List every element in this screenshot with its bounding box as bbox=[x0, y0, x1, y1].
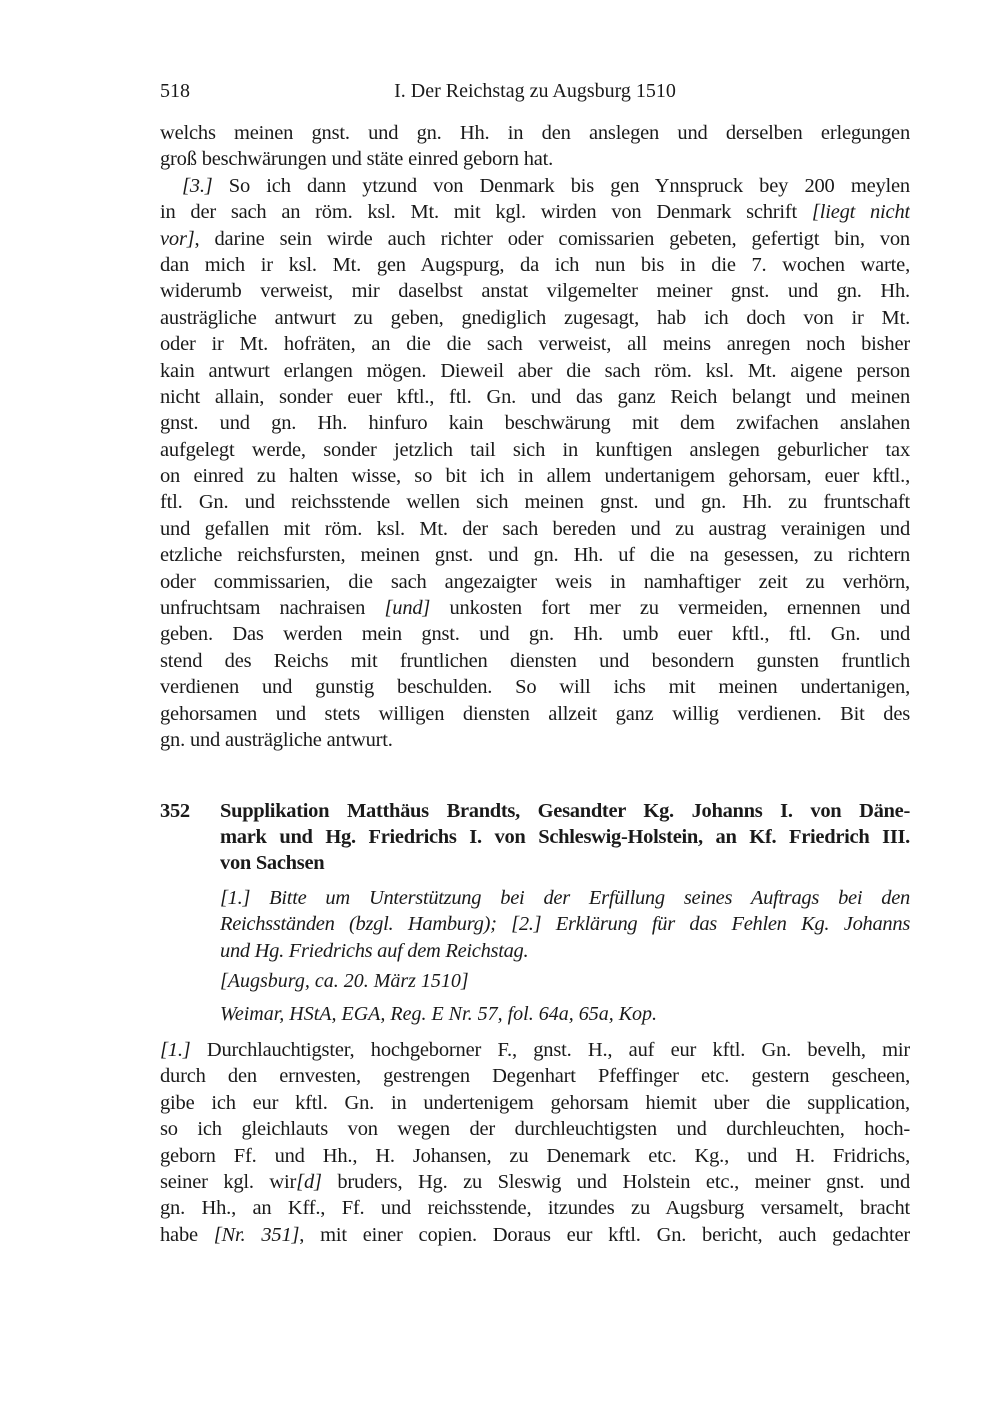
editorial-note: [Nr. 351] bbox=[213, 1223, 300, 1246]
title-line: Supplikation Matthäus Brandts, Gesandter Kg. Johanns I. von Däne- bbox=[220, 800, 910, 822]
text-segment: nicht allain, sonder euer kftl., ftl. Gn. und das ganz Reich belangt und meinen bbox=[160, 385, 910, 408]
text-segment: seiner kgl. wir bbox=[160, 1170, 297, 1193]
text-segment: dan mich ir ksl. Mt. gen Augspurg, da ich nun bis in die 7. wochen warte, bbox=[160, 253, 910, 276]
text-line bbox=[160, 278, 910, 304]
text-line bbox=[160, 701, 910, 727]
text-line bbox=[160, 1037, 910, 1063]
document-number: 352 bbox=[160, 800, 190, 822]
text-segment: unkosten fort mer zu vermeiden, ernennen und bbox=[430, 597, 910, 620]
text-segment: on einred zu halten wisse, so bit ich in allem undertanigem gehorsam, euer kftl., bbox=[160, 465, 910, 488]
text-segment: unfruchtsam nachraisen bbox=[160, 597, 385, 620]
text-segment: geborn Ff. und Hh., H. Johansen, zu Denemark etc. Kg., und H. Fridrichs, bbox=[160, 1144, 910, 1167]
title-line: von Sachsen bbox=[220, 852, 325, 874]
text-line bbox=[160, 305, 910, 331]
text-line bbox=[160, 226, 910, 252]
running-title: I. Der Reichstag zu Augsburg 1510 bbox=[394, 80, 676, 102]
text-line bbox=[160, 648, 910, 674]
document-title bbox=[220, 798, 910, 876]
text-line bbox=[160, 1222, 910, 1248]
text-segment: stend des Reichs mit fruntlichen diensten und besondern gunsten fruntlich bbox=[160, 649, 910, 672]
regest-line: [1.] Bitte um Unterstützung bei der Erfüllung seines Auftrags bei den bbox=[220, 887, 910, 909]
text-line bbox=[160, 331, 910, 357]
text-segment: , darine sein wirde auch richter oder comissarien gebeten, gefertigt bin, von bbox=[194, 227, 910, 250]
text-line bbox=[160, 120, 910, 146]
title-line: mark und Hg. Friedrichs I. von Schleswig-Holstein, an Kf. Friedrich III. bbox=[220, 826, 910, 848]
text-line bbox=[160, 542, 910, 568]
text-line bbox=[160, 1143, 910, 1169]
text-segment: Durchlauchtigster, hochgeborner F., gnst. H., auf eur kftl. Gn. bevelh, mir bbox=[190, 1039, 910, 1061]
page-number: 518 bbox=[160, 80, 190, 102]
document-source: Weimar, HStA, EGA, Reg. E Nr. 57, fol. 64a, 65a, Kop. bbox=[220, 1003, 658, 1025]
text-segment: verdienen und gunstig beschulden. So will ichs mit meinen undertanigen, bbox=[160, 676, 910, 699]
text-segment: so ich gleichlauts von wegen der durchleuchtigsten und durchleuchten, hoch- bbox=[160, 1118, 910, 1141]
text-segment: durch den ernvesten, gestrengen Degenhart Pfeffinger etc. gestern gescheen, bbox=[160, 1065, 910, 1088]
text-line bbox=[160, 1116, 910, 1142]
text-line bbox=[160, 595, 910, 621]
text-segment: kain antwurt erlangen mögen. Dieweil aber die sach röm. ksl. Mt. aigene person bbox=[160, 359, 910, 382]
text-line bbox=[160, 358, 910, 384]
text-segment: groß beschwärungen und stäte einred geborn hat. bbox=[160, 148, 554, 171]
text-segment: austrägliche antwurt zu geben, gnediglich zugesagt, hab ich doch von ir Mt. bbox=[160, 306, 910, 329]
text-segment: geben. Das werden mein gnst. und gn. Hh. umb euer kftl., ftl. Gn. und bbox=[160, 623, 910, 646]
text-segment: in der sach an röm. ksl. Mt. mit kgl. wirden von Denmark schrift bbox=[160, 201, 812, 224]
text-segment: oder commissarien, die sach angezaigter weis in namhaftiger zeit zu verhörn, bbox=[160, 570, 910, 593]
editorial-note: [liegt nicht bbox=[811, 201, 910, 224]
text-line bbox=[160, 674, 910, 700]
text-segment: welchs meinen gnst. und gn. Hh. in den anslegen und derselben erlegungen bbox=[160, 122, 910, 144]
text-line bbox=[160, 410, 910, 436]
text-line bbox=[160, 173, 910, 199]
text-segment: gibe ich eur kftl. Gn. in undertenigem gehorsam hiemit uber die supplication, bbox=[160, 1091, 910, 1114]
editorial-note: [3.] bbox=[182, 174, 213, 197]
document-heading bbox=[160, 798, 910, 876]
text-line bbox=[160, 516, 910, 542]
text-segment: und gefallen mit röm. ksl. Mt. der sach bereden und zu austrag verainigen und bbox=[160, 517, 910, 540]
body-text-document bbox=[160, 1037, 910, 1248]
text-line bbox=[160, 1169, 910, 1195]
editorial-note: vor] bbox=[160, 227, 195, 250]
text-line bbox=[160, 1090, 910, 1116]
body-text-continued bbox=[160, 120, 910, 753]
text-segment: So ich dann ytzund von Denmark bis gen Ynnspruck bey 200 meylen bbox=[212, 174, 910, 197]
text-line bbox=[160, 384, 910, 410]
document-date: [Augsburg, ca. 20. März 1510] bbox=[220, 970, 469, 992]
text-line bbox=[160, 463, 910, 489]
regest-line: und Hg. Friedrichs auf dem Reichstag. bbox=[220, 939, 529, 962]
regest-line: Reichsständen (bzgl. Hamburg); [2.] Erklärung für das Fehlen Kg. Johanns bbox=[220, 913, 910, 936]
text-segment: bruders, Hg. zu Sleswig und Holstein etc., meiner gnst. und bbox=[321, 1170, 910, 1193]
text-segment: widerumb verweist, mir daselbst anstat vilgemelter meiner gnst. und gn. Hh. bbox=[160, 280, 910, 303]
text-segment: gehorsamen und stets willigen diensten allzeit ganz willig verdienen. Bit des bbox=[160, 702, 910, 725]
text-line bbox=[160, 146, 910, 172]
text-line bbox=[160, 199, 910, 225]
text-line bbox=[160, 252, 910, 278]
text-segment: gn. und austrägliche antwurt. bbox=[160, 728, 393, 751]
text-segment: , mit einer copien. Doraus eur kftl. Gn. bericht, auch gedachter bbox=[299, 1223, 910, 1246]
text-line bbox=[160, 1063, 910, 1089]
text-segment: habe bbox=[160, 1223, 214, 1246]
text-line bbox=[160, 621, 910, 647]
text-line bbox=[160, 569, 910, 595]
text-segment: aufgelegt werde, sonder jetzlich tail sich in kunftigen anslegen geburlicher tax bbox=[160, 438, 910, 461]
text-line bbox=[160, 1195, 910, 1221]
text-line bbox=[160, 489, 910, 515]
regest bbox=[220, 885, 910, 964]
editorial-note: [und] bbox=[384, 597, 431, 620]
text-segment: oder ir Mt. hofräten, an die die sach verweist, all meins anregen noch bisher bbox=[160, 333, 910, 356]
text-line bbox=[160, 727, 910, 753]
text-line bbox=[160, 437, 910, 463]
text-segment: etzliche reichsfursten, meinen gnst. und gn. Hh. uf die na gesessen, zu richtern bbox=[160, 544, 910, 567]
text-segment: gnst. und gn. Hh. hinfuro kain beschwärung mit dem zwifachen anslahen bbox=[160, 412, 910, 435]
text-segment: gn. Hh., an Kff., Ff. und reichsstende, itzundes zu Augsburg versamelt, bracht bbox=[160, 1197, 910, 1220]
editorial-note: [d] bbox=[296, 1170, 322, 1193]
editorial-note: [1.] bbox=[160, 1039, 191, 1061]
text-segment: ftl. Gn. und reichsstende wellen sich meinen gnst. und gn. Hh. zu fruntschaft bbox=[160, 491, 910, 514]
